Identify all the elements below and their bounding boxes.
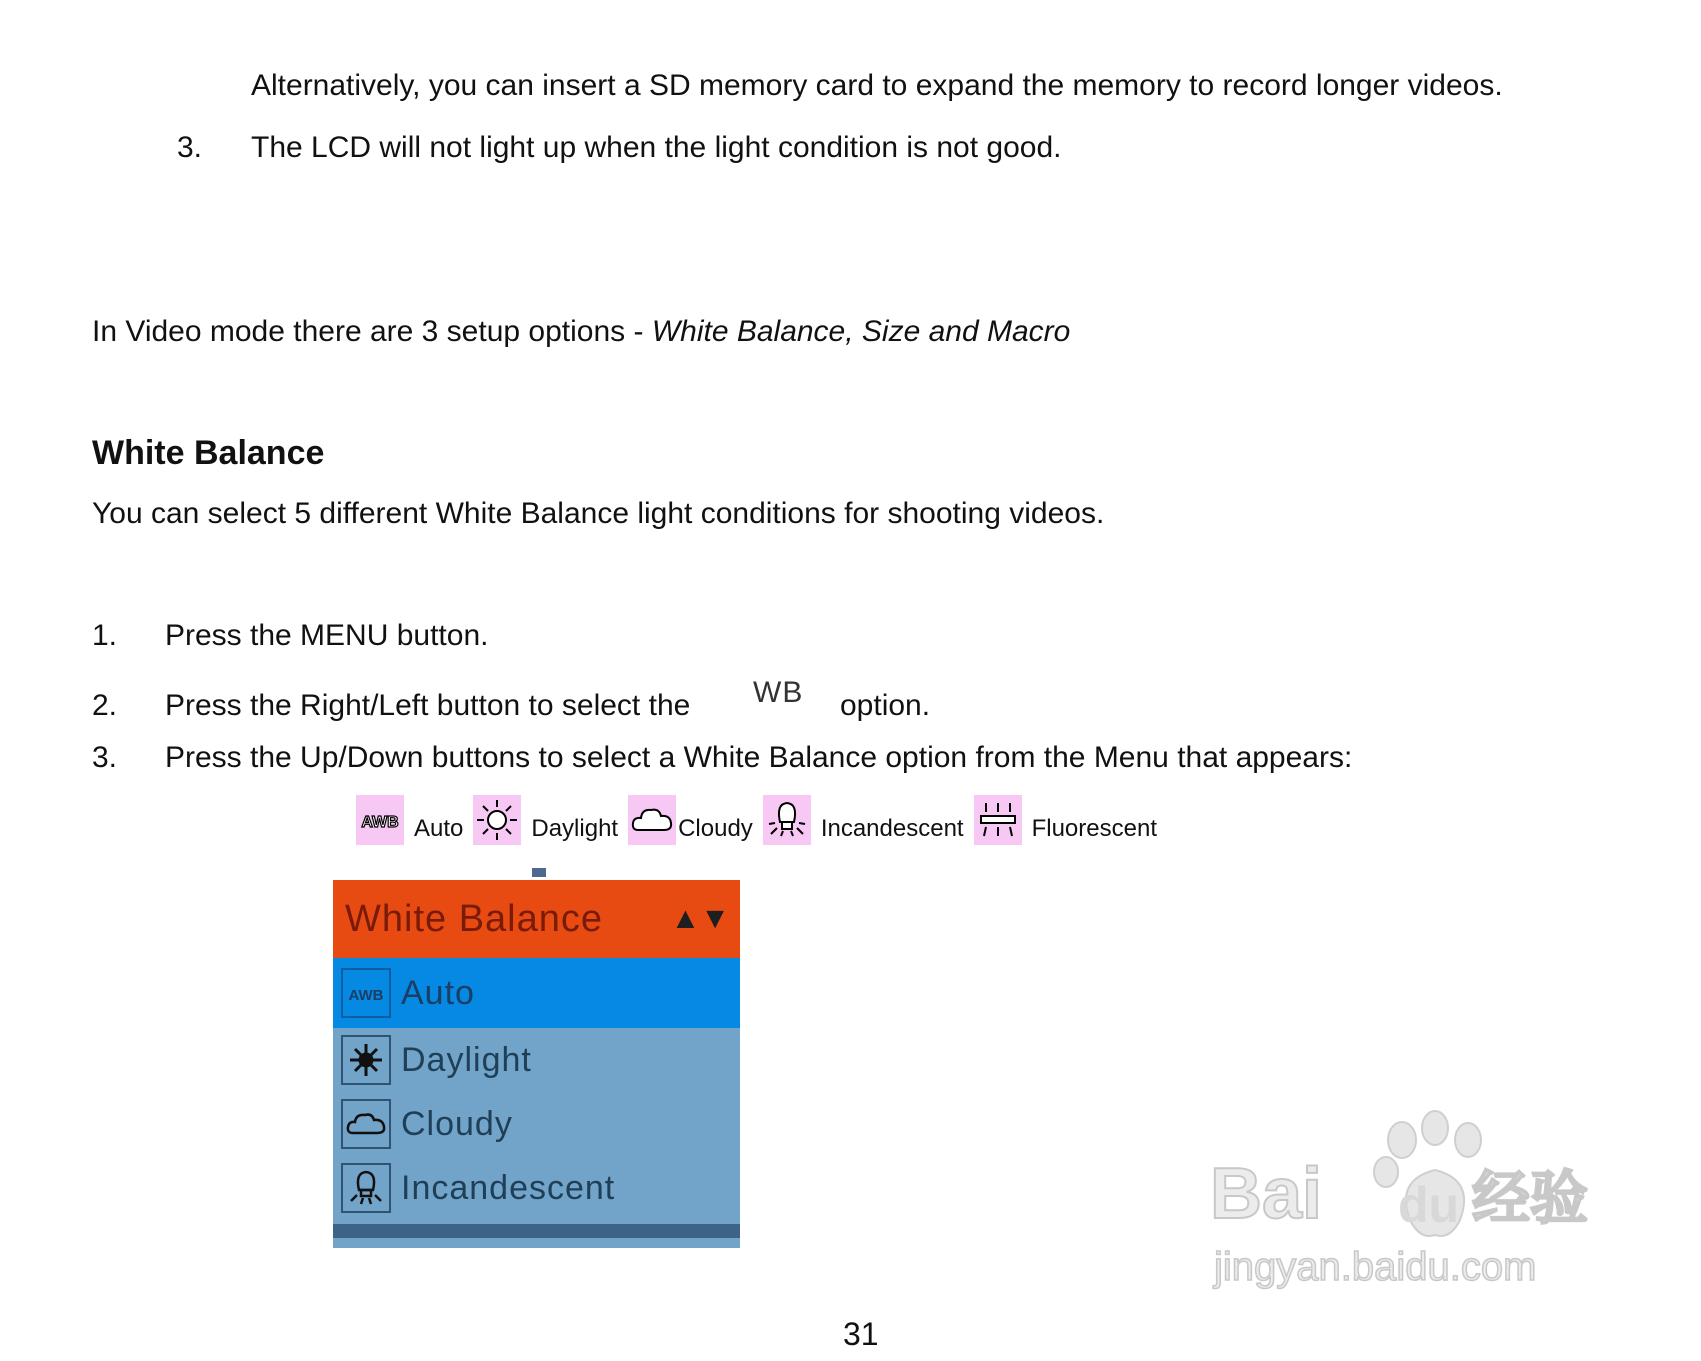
menu-item-incandescent[interactable] — [333, 1156, 740, 1220]
menu-item-label: Auto — [401, 973, 475, 1012]
option-label: Cloudy — [678, 815, 753, 842]
cloud-icon — [628, 795, 676, 845]
menu-item-cloudy[interactable] — [333, 1092, 740, 1156]
sun-icon — [341, 1035, 391, 1085]
intro-line: Alternatively, you can insert a SD memory card to expand the memory to record longer videos. — [251, 69, 1503, 102]
baidu-watermark — [1210, 1110, 1630, 1310]
fluorescent-icon — [974, 795, 1022, 845]
menu-item-daylight[interactable] — [333, 1028, 740, 1092]
svg-text:AWB: AWB — [361, 814, 399, 831]
step-number: 2. — [92, 689, 118, 722]
intro-item-text: The LCD will not light up when the light condition is not good. — [251, 131, 1062, 164]
menu-item-label: Cloudy — [401, 1104, 513, 1143]
menu-indicator — [532, 868, 546, 877]
svg-text:Bai: Bai — [1210, 1154, 1323, 1234]
bulb-icon — [763, 795, 811, 845]
option-daylight — [473, 795, 618, 845]
step-text: Press the Up/Down buttons to select a White Balance option from the Menu that appears: — [165, 741, 1353, 774]
option-auto — [356, 795, 463, 845]
menu-item-label: Incandescent — [401, 1168, 616, 1207]
menu-scroll-edge — [333, 1224, 740, 1238]
step-text-before: Press the Right/Left button to select the — [165, 689, 691, 722]
option-cloudy — [628, 795, 753, 845]
sun-icon — [473, 795, 521, 845]
watermark-url: jingyan.baidu.com — [1214, 1245, 1537, 1289]
menu-item-label: Daylight — [401, 1040, 532, 1079]
setup-text-prefix: In Video mode there are 3 setup options - — [92, 315, 652, 348]
section-description: You can select 5 different White Balance light conditions for shooting videos. — [92, 497, 1105, 530]
option-label: Daylight — [531, 815, 619, 842]
bulb-icon — [341, 1163, 391, 1213]
menu-header — [333, 880, 740, 958]
svg-text:du: du — [1398, 1177, 1460, 1233]
step-text-after: option. — [840, 689, 931, 722]
wb-icon: WB — [753, 676, 804, 709]
awb-icon-text: AWB — [348, 987, 384, 1004]
setup-options-text — [92, 314, 1070, 350]
white-balance-menu — [333, 880, 740, 1248]
step-number: 3. — [92, 741, 118, 774]
cloud-icon — [341, 1099, 391, 1149]
option-fluorescent — [974, 795, 1157, 845]
step-text: Press the MENU button. — [165, 619, 489, 652]
awb-icon — [356, 795, 404, 845]
svg-text:经验: 经验 — [1472, 1164, 1589, 1232]
menu-item-auto[interactable] — [333, 958, 740, 1028]
up-down-arrows-icon: ▲▼ — [670, 902, 730, 935]
white-balance-options-legend — [356, 785, 1167, 845]
page-number: 31 — [843, 1316, 879, 1352]
section-heading: White Balance — [92, 434, 325, 472]
option-incandescent — [763, 795, 964, 845]
intro-item-number: 3. — [177, 131, 203, 164]
option-label: Fluorescent — [1031, 815, 1157, 842]
menu-title: White Balance — [345, 897, 604, 940]
awb-icon — [341, 968, 391, 1018]
setup-text-italic: White Balance, Size and Macro — [651, 315, 1071, 348]
step-number: 1. — [92, 619, 118, 652]
option-label: Auto — [414, 815, 464, 842]
option-label: Incandescent — [820, 815, 964, 842]
